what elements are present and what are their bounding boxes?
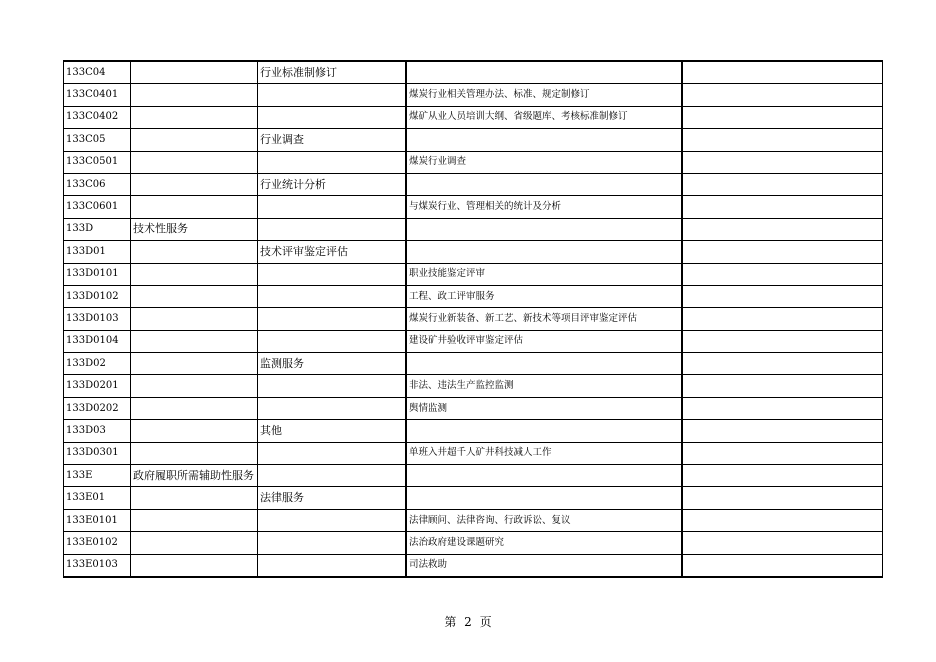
cell-level1 (131, 285, 258, 307)
cell-level1 (131, 375, 258, 397)
cell-level3: 煤炭行业调查 (406, 151, 682, 173)
table-row (64, 554, 883, 577)
cell-extra (682, 375, 883, 397)
table-row (64, 308, 883, 330)
cell-level1 (131, 532, 258, 554)
table-row (64, 173, 883, 195)
cell-level2: 法律服务 (258, 487, 407, 509)
cell-extra (682, 285, 883, 307)
cell-level1 (131, 330, 258, 352)
cell-code: 133C0402 (64, 106, 131, 128)
cell-extra (682, 61, 883, 84)
cell-level1 (131, 487, 258, 509)
cell-extra (682, 106, 883, 128)
cell-level3: 煤炭行业新装备、新工艺、新技术等项目评审鉴定评估 (406, 308, 682, 330)
cell-code: 133D0103 (64, 308, 131, 330)
cell-level1 (131, 129, 258, 151)
cell-level3 (406, 129, 682, 151)
cell-code: 133E (64, 465, 131, 487)
cell-extra (682, 487, 883, 509)
cell-level1: 政府履职所需辅助性服务 (131, 465, 258, 487)
table-row (64, 487, 883, 509)
cell-level2: 监测服务 (258, 353, 407, 375)
cell-level3: 单班入井超千人矿井科技减人工作 (406, 442, 682, 464)
cell-level3 (406, 353, 682, 375)
cell-level2 (258, 263, 407, 285)
cell-code: 133D0202 (64, 397, 131, 419)
cell-level1: 技术性服务 (131, 218, 258, 240)
cell-extra (682, 129, 883, 151)
cell-level3: 舆情监测 (406, 397, 682, 419)
cell-code: 133E01 (64, 487, 131, 509)
cell-level1 (131, 442, 258, 464)
table-row (64, 218, 883, 240)
cell-level1 (131, 196, 258, 218)
cell-extra (682, 554, 883, 577)
cell-level2 (258, 532, 407, 554)
cell-level1 (131, 61, 258, 84)
cell-level2 (258, 151, 407, 173)
cell-code: 133C0601 (64, 196, 131, 218)
cell-code: 133E0103 (64, 554, 131, 577)
cell-extra (682, 241, 883, 263)
table-row (64, 263, 883, 285)
cell-level1 (131, 263, 258, 285)
table-row (64, 129, 883, 151)
table-row (64, 196, 883, 218)
cell-level3 (406, 487, 682, 509)
cell-level1 (131, 151, 258, 173)
cell-level1 (131, 173, 258, 195)
cell-code: 133D03 (64, 420, 131, 442)
cell-code: 133E0101 (64, 509, 131, 531)
cell-extra (682, 353, 883, 375)
cell-level3: 职业技能鉴定评审 (406, 263, 682, 285)
cell-level2 (258, 465, 407, 487)
cell-level3: 煤矿从业人员培训大纲、省级题库、考核标准制修订 (406, 106, 682, 128)
cell-level1 (131, 353, 258, 375)
table-row (64, 353, 883, 375)
cell-code: 133C06 (64, 173, 131, 195)
cell-code: 133D02 (64, 353, 131, 375)
page-footer (0, 613, 936, 630)
page-number: 2 (464, 615, 472, 629)
cell-extra (682, 196, 883, 218)
cell-extra (682, 465, 883, 487)
cell-code: 133D0104 (64, 330, 131, 352)
table-row (64, 465, 883, 487)
table-row (64, 532, 883, 554)
cell-code: 133D0101 (64, 263, 131, 285)
cell-level3 (406, 218, 682, 240)
cell-level2 (258, 330, 407, 352)
cell-code: 133E0102 (64, 532, 131, 554)
cell-level2: 行业调查 (258, 129, 407, 151)
cell-extra (682, 84, 883, 106)
cell-level1 (131, 509, 258, 531)
cell-level2: 其他 (258, 420, 407, 442)
table-row (64, 84, 883, 106)
footer-prefix: 第 (444, 615, 457, 629)
cell-level1 (131, 420, 258, 442)
cell-level2 (258, 397, 407, 419)
cell-extra (682, 173, 883, 195)
table-row (64, 420, 883, 442)
cell-level1 (131, 554, 258, 577)
table-row (64, 375, 883, 397)
cell-code: 133C0501 (64, 151, 131, 173)
cell-code: 133C0401 (64, 84, 131, 106)
cell-level2 (258, 509, 407, 531)
cell-level2 (258, 554, 407, 577)
cell-extra (682, 330, 883, 352)
cell-level3: 煤炭行业相关管理办法、标准、规定制修订 (406, 84, 682, 106)
cell-level2 (258, 375, 407, 397)
table-row (64, 285, 883, 307)
cell-level2 (258, 196, 407, 218)
cell-extra (682, 151, 883, 173)
cell-extra (682, 218, 883, 240)
table-row (64, 397, 883, 419)
cell-level3 (406, 420, 682, 442)
cell-level3: 司法救助 (406, 554, 682, 577)
cell-level1 (131, 308, 258, 330)
cell-level2: 行业标准制修订 (258, 61, 407, 84)
table-row (64, 106, 883, 128)
table-row (64, 241, 883, 263)
cell-level1 (131, 106, 258, 128)
table-row (64, 442, 883, 464)
cell-extra (682, 420, 883, 442)
table-row (64, 61, 883, 84)
cell-code: 133D0201 (64, 375, 131, 397)
table-row (64, 151, 883, 173)
cell-level3 (406, 61, 682, 84)
cell-level1 (131, 397, 258, 419)
cell-level2 (258, 442, 407, 464)
cell-extra (682, 532, 883, 554)
cell-level2 (258, 308, 407, 330)
catalog-table (63, 60, 883, 578)
cell-extra (682, 263, 883, 285)
cell-level2 (258, 218, 407, 240)
cell-extra (682, 442, 883, 464)
footer-suffix: 页 (479, 615, 492, 629)
cell-code: 133D (64, 218, 131, 240)
cell-level1 (131, 241, 258, 263)
cell-level3 (406, 173, 682, 195)
cell-extra (682, 509, 883, 531)
cell-level2: 行业统计分析 (258, 173, 407, 195)
cell-level3: 工程、政工评审服务 (406, 285, 682, 307)
cell-code: 133D0102 (64, 285, 131, 307)
cell-level2 (258, 84, 407, 106)
cell-level3 (406, 241, 682, 263)
table-row (64, 330, 883, 352)
table-body (64, 61, 883, 577)
cell-code: 133D0301 (64, 442, 131, 464)
cell-level3: 建设矿井验收评审鉴定评估 (406, 330, 682, 352)
cell-level3: 非法、违法生产监控监测 (406, 375, 682, 397)
cell-level3: 法治政府建设课题研究 (406, 532, 682, 554)
cell-level2 (258, 106, 407, 128)
table-row (64, 509, 883, 531)
cell-code: 133D01 (64, 241, 131, 263)
cell-extra (682, 397, 883, 419)
cell-level3: 法律顾问、法律咨询、行政诉讼、复议 (406, 509, 682, 531)
cell-code: 133C04 (64, 61, 131, 84)
cell-level3 (406, 465, 682, 487)
cell-level1 (131, 84, 258, 106)
cell-extra (682, 308, 883, 330)
cell-level2 (258, 285, 407, 307)
cell-level3: 与煤炭行业、管理相关的统计及分析 (406, 196, 682, 218)
cell-level2: 技术评审鉴定评估 (258, 241, 407, 263)
cell-code: 133C05 (64, 129, 131, 151)
